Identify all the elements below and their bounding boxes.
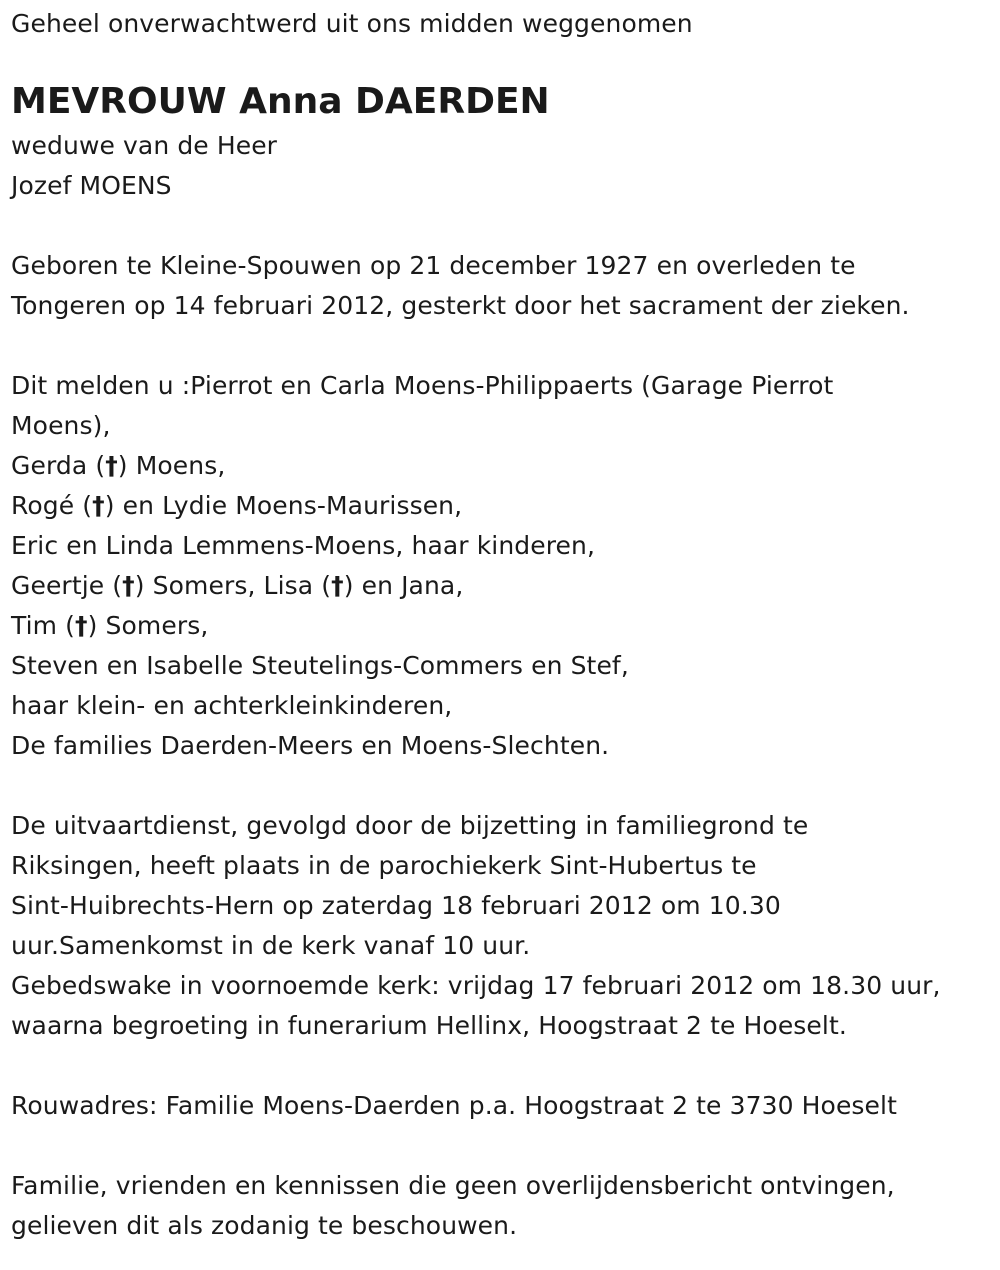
funeral-line-6: waarna begroeting in funerarium Hellinx, Hoogstraat 2 te Hoeselt. bbox=[11, 1011, 847, 1040]
birth-death-line-2: Tongeren op 14 februari 2012, gesterkt door het sacrament der zieken. bbox=[11, 291, 910, 320]
spacer bbox=[11, 326, 991, 366]
birth-death-line-1: Geboren te Kleine-Spouwen op 21 december 1927 en overleden te bbox=[11, 251, 856, 280]
announcers-line-5: Eric en Linda Lemmens-Moens, haar kinderen, bbox=[11, 531, 596, 560]
cross-icon: † bbox=[75, 611, 88, 640]
announcers-line-8: Steven en Isabelle Steutelings-Commers en Stef, bbox=[11, 651, 629, 680]
announcers-roge bbox=[11, 486, 991, 526]
cross-icon: † bbox=[105, 451, 118, 480]
funeral-line-4: uur.Samenkomst in de kerk vanaf 10 uur. bbox=[11, 931, 531, 960]
intro-text: Geheel onverwachtwerd uit ons midden weggenomen bbox=[11, 9, 693, 38]
text: ) Somers, bbox=[87, 611, 209, 640]
text: Tim ( bbox=[11, 611, 76, 640]
announcers-line-10: De families Daerden-Meers en Moens-Slechten. bbox=[11, 731, 610, 760]
cross-icon: † bbox=[92, 491, 105, 520]
announcers-line-1: Dit melden u :Pierrot en Carla Moens-Philippaerts (Garage Pierrot bbox=[11, 371, 834, 400]
text: Gerda ( bbox=[11, 451, 106, 480]
text: Rogé ( bbox=[11, 491, 93, 520]
mourning-address: Rouwadres: Familie Moens-Daerden p.a. Hoogstraat 2 te 3730 Hoeselt bbox=[11, 1091, 897, 1120]
announcers-line-2: Moens), bbox=[11, 411, 111, 440]
announcers-geertje bbox=[11, 566, 991, 606]
spouse-line-2: Jozef MOENS bbox=[11, 171, 172, 200]
spacer bbox=[11, 766, 991, 806]
deceased-name: MEVROUW Anna DAERDEN bbox=[11, 81, 550, 122]
text: ) en Lydie Moens-Maurissen, bbox=[104, 491, 463, 520]
text: ) Moens, bbox=[117, 451, 226, 480]
funeral-line-1: De uitvaartdienst, gevolgd door de bijzetting in familiegrond te bbox=[11, 811, 809, 840]
spacer bbox=[11, 1046, 991, 1086]
text: Geertje ( bbox=[11, 571, 123, 600]
spacer bbox=[11, 206, 991, 246]
announcers-line-9: haar klein- en achterkleinkinderen, bbox=[11, 691, 453, 720]
obituary-notice bbox=[11, 0, 991, 1246]
spacer bbox=[11, 1126, 991, 1166]
cross-icon: † bbox=[331, 571, 344, 600]
text: ) Somers, Lisa ( bbox=[134, 571, 332, 600]
announcers-gerda bbox=[11, 446, 991, 486]
funeral-line-2: Riksingen, heeft plaats in de parochiekerk Sint-Hubertus te bbox=[11, 851, 757, 880]
funeral-line-5: Gebedswake in voornoemde kerk: vrijdag 17 februari 2012 om 18.30 uur, bbox=[11, 971, 941, 1000]
closing-line-2: gelieven dit als zodanig te beschouwen. bbox=[11, 1211, 518, 1240]
closing-line-1: Familie, vrienden en kennissen die geen overlijdensbericht ontvingen, bbox=[11, 1171, 895, 1200]
announcers-tim bbox=[11, 606, 991, 646]
cross-icon: † bbox=[122, 571, 135, 600]
text: ) en Jana, bbox=[343, 571, 464, 600]
spouse-line-1: weduwe van de Heer bbox=[11, 131, 278, 160]
funeral-line-3: Sint-Huibrechts-Hern op zaterdag 18 februari 2012 om 10.30 bbox=[11, 891, 781, 920]
